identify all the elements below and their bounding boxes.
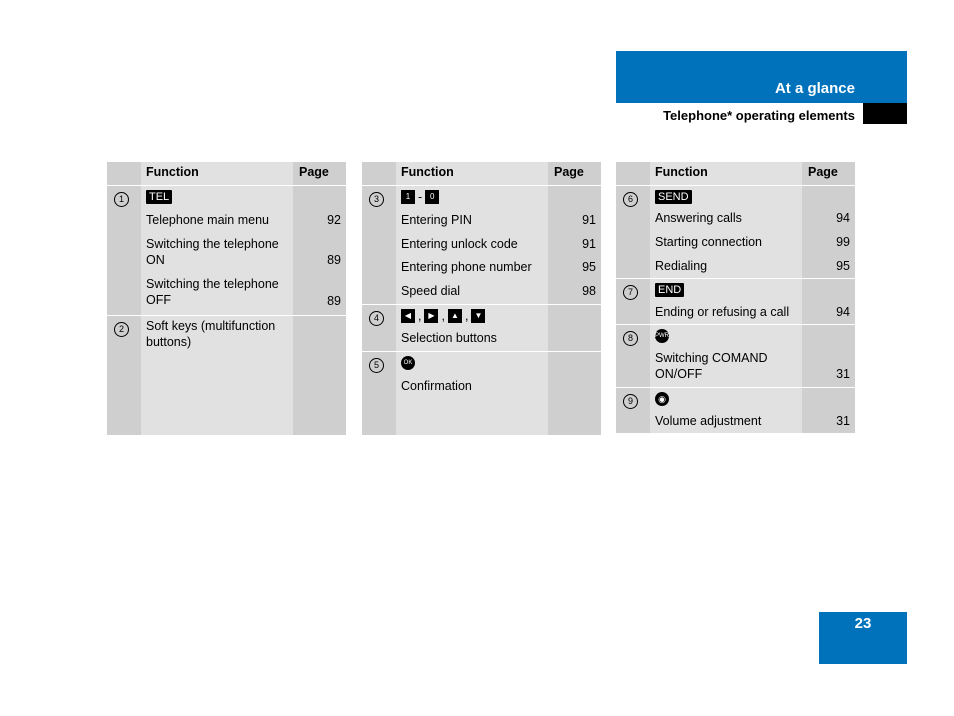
list-item: Confirmation — [401, 379, 472, 393]
function-column-header: Function — [401, 165, 454, 179]
callout-number: 8 — [623, 331, 638, 346]
group-9 — [616, 388, 855, 433]
section-title: At a glance — [774, 80, 855, 97]
table-1 — [107, 162, 346, 435]
up-arrow-icon: ▲ — [448, 309, 462, 323]
page-ref: 89 — [327, 294, 341, 308]
down-arrow-icon: ▼ — [471, 309, 485, 323]
list-item: Speed dial — [401, 284, 461, 298]
page-column-header: Page — [554, 165, 584, 179]
callout-number: 2 — [114, 322, 129, 337]
table-header — [362, 162, 601, 186]
page-ref: 92 — [327, 213, 341, 227]
group-2 — [107, 316, 346, 435]
group-3: 3 1 - 0 Entering PIN 91 Entering unlock code 91 Entering phone number 95 Speed dial 98 — [362, 186, 601, 305]
page-ref: 95 — [836, 259, 850, 273]
callout-number: 7 — [623, 285, 638, 300]
section-header — [616, 51, 907, 103]
subsection-title: Telephone* operating elements — [663, 108, 855, 123]
group-5 — [362, 352, 601, 435]
tel-key-icon: TEL — [146, 190, 172, 204]
callout-number: 4 — [369, 311, 384, 326]
page-ref: 95 — [582, 260, 596, 274]
function-column-header: Function — [655, 165, 708, 179]
group-8 — [616, 325, 855, 388]
send-key-icon: SEND — [655, 190, 692, 204]
page-column-header: Page — [299, 165, 329, 179]
list-item: Switching the telephone OFF — [146, 277, 279, 307]
ok-button-icon: OK — [401, 356, 415, 370]
list-item: Entering phone number — [401, 260, 532, 274]
page-ref: 94 — [836, 305, 850, 319]
left-arrow-icon: ◀ — [401, 309, 415, 323]
list-item: Volume adjustment — [655, 414, 762, 428]
callout-number: 6 — [623, 192, 638, 207]
list-item: Selection buttons — [401, 331, 497, 345]
subsection-marker — [863, 103, 907, 124]
list-item: Redialing — [655, 259, 708, 273]
power-button-icon: PWR — [655, 329, 669, 343]
list-item: Entering unlock code — [401, 237, 518, 251]
page-ref: 91 — [582, 213, 596, 227]
page-ref: 31 — [836, 414, 850, 428]
function-column-header: Function — [146, 165, 199, 179]
table-3 — [616, 162, 855, 433]
right-arrow-icon: ▶ — [424, 309, 438, 323]
group-4: 4 ◀ , ▶ , ▲ , ▼ Selection buttons — [362, 305, 601, 352]
callout-number: 1 — [114, 192, 129, 207]
group-1 — [107, 186, 346, 316]
table-2 — [362, 162, 601, 435]
list-item: Soft keys (multifunction buttons) — [146, 319, 276, 349]
page-ref: 89 — [327, 253, 341, 267]
page-number-box — [819, 612, 907, 664]
page-ref: 91 — [582, 237, 596, 251]
page-ref: 31 — [836, 367, 850, 381]
list-item: Switching the telephone ON — [146, 237, 279, 267]
list-item: Answering calls — [655, 211, 742, 225]
table-header — [107, 162, 346, 186]
callout-number: 5 — [369, 358, 384, 373]
callout-number: 3 — [369, 192, 384, 207]
digit-zero-key-icon: 0 — [425, 190, 439, 204]
list-item: Starting connection — [655, 235, 763, 249]
group-6 — [616, 186, 855, 279]
digit-one-key-icon: 1 — [401, 190, 415, 204]
volume-knob-icon: ◉ — [655, 392, 669, 406]
callout-number: 9 — [623, 394, 638, 409]
list-item: Ending or refusing a call — [655, 305, 790, 319]
end-key-icon: END — [655, 283, 684, 297]
page-ref: 99 — [836, 235, 850, 249]
page-column-header: Page — [808, 165, 838, 179]
list-item: Switching COMAND ON/OFF — [655, 351, 768, 381]
list-item: Telephone main menu — [146, 213, 269, 227]
list-item: Entering PIN — [401, 213, 472, 227]
page-ref: 98 — [582, 284, 596, 298]
group-7 — [616, 279, 855, 325]
subsection-header — [616, 103, 907, 124]
page-number: 23 — [854, 615, 872, 632]
table-header — [616, 162, 855, 186]
page-ref: 94 — [836, 211, 850, 225]
